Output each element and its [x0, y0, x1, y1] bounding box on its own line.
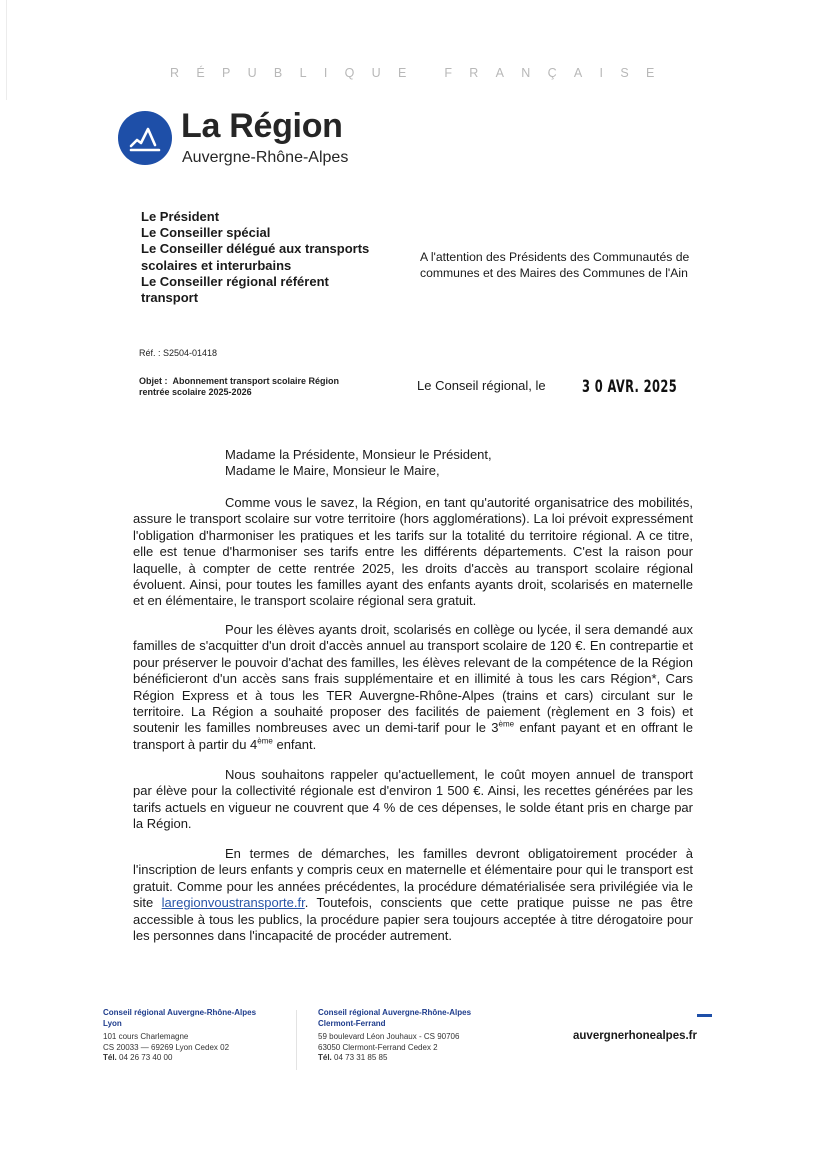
mountain-icon [118, 111, 172, 165]
paragraph-text-part: En termes de démarches, les familles devront obligatoirement procéder à l'inscription de leurs enfants y compris ceux en maternelle et élémentaire pour qui le transport est gratuit. Comme pour les années précédentes, la procédure dématérialisée sera privilégiée via le site [133, 846, 693, 911]
footer-clermont-title: Conseil régional Auvergne-Rhône-Alpes [318, 1008, 472, 1017]
paragraph-3 [133, 767, 693, 833]
paragraph-text-part: Pour les élèves ayants droit, scolarisés en collège ou lycée, il sera demandé aux familles de s'acquitter d'un droit d'accès annuel au transport scolaire de 120 €. En contrepartie et pour préserver le pouvoir d'achat des familles, les élèves relevant de la compétence de la Région bénéficieront d'un accès sans frais supplémentaire et en illimité à tous les cars Région*, Cars Région Express et à tous les TER Auvergne-Rhône-Alpes (trains et cars) circulant sur le territoire. La Région a souhaité proposer des facilités de paiement (règlement en 3 fois) et soutenir les familles nombreuses avec un demi-tarif pour le 3 [133, 622, 693, 736]
paragraph-text: Comme vous le savez, la Région, en tant qu'autorité organisatrice des mobilités, assure le transport scolaire sur votre territoire (hors agglomérations). La loi prévoit expressément l'obligation d'harmoniser les pratiques et les tarifs sur la totalité du territoire régional. A ce titre, elle est tenue d'harmoniser ses tarifs entre les différents départements. C'est la raison pour laquelle, à compter de cette rentrée 2025, les droits d'accès au transport scolaire régional évoluent. Ainsi, pour toutes les familles ayant des enfants ayants droit, scolarisés en maternelle et en élémentaire, le transport scolaire régional sera gratuit. [133, 495, 693, 609]
recipient-line: A l'attention des Présidents des Communautés de [420, 250, 690, 264]
date-stamp: 3 0 AVR. 2025 [582, 377, 678, 397]
subject-block [139, 376, 339, 397]
website-link[interactable]: laregionvoustransporte.fr [161, 895, 305, 911]
sender-line: Le Conseiller délégué aux transports [141, 241, 370, 257]
footer-clermont-tel: 04 73 31 85 85 [334, 1053, 388, 1062]
footer-lyon-address [103, 1008, 256, 1064]
footer-clermont-addr1: 59 boulevard Léon Jouhaux - CS 90706 [318, 1032, 460, 1041]
footer-clermont-tel-label: Tél. [318, 1053, 332, 1062]
footer-divider [296, 1010, 297, 1070]
region-logo-icon [118, 111, 172, 165]
subject-line-1: Abonnement transport scolaire Région [172, 376, 340, 386]
footer-clermont-addr2: 63050 Clermont-Ferrand Cedex 2 [318, 1042, 438, 1052]
sender-line: Le Conseiller régional référent [141, 273, 329, 289]
footer-website: auvergnerhonealpes.fr [573, 1030, 697, 1042]
logo-subtitle: Auvergne-Rhône-Alpes [182, 149, 349, 166]
footer-lyon-tel: 04 26 73 40 00 [119, 1053, 173, 1062]
salutation-line-1: Madame la Présidente, Monsieur le Président, [225, 447, 492, 462]
paragraph-text-part: enfant payant et en offrant le transport à partir du 4 [133, 720, 693, 752]
paragraph-1 [133, 495, 693, 610]
subject-line-2: rentrée scolaire 2025-2026 [139, 386, 252, 397]
website-accent-bar [697, 1014, 712, 1017]
footer-lyon-addr2: CS 20033 — 69269 Lyon Cedex 02 [103, 1042, 230, 1052]
footer-lyon-title: Conseil régional Auvergne-Rhône-Alpes [103, 1008, 257, 1017]
footer-clermont-address [318, 1008, 471, 1064]
paragraph-text [133, 846, 693, 944]
footer-clermont-city: Clermont-Ferrand [318, 1018, 386, 1028]
recipient-block [420, 250, 689, 281]
paragraph-4 [133, 846, 693, 944]
footer-lyon-tel-label: Tél. [103, 1053, 117, 1062]
footer-lyon-addr1: 101 cours Charlemagne [103, 1032, 189, 1041]
scan-margin-line [6, 0, 7, 100]
recipient-line: communes et des Maires des Communes de l'Ain [420, 265, 688, 280]
paragraph-text [133, 622, 693, 753]
reference-number: Réf. : S2504-01418 [139, 348, 218, 358]
republique-francaise-banner: RÉPUBLIQUE FRANÇAISE [170, 66, 672, 80]
sender-block [141, 209, 369, 306]
salutation-line-2: Madame le Maire, Monsieur le Maire, [225, 463, 440, 478]
superscript: ème [257, 736, 273, 746]
footer-lyon-city: Lyon [103, 1018, 122, 1028]
subject-label: Objet : [139, 376, 168, 386]
salutation [225, 447, 492, 479]
logo-title: La Région [181, 107, 343, 145]
place-label: Le Conseil régional, le [417, 378, 546, 393]
paragraph-text-part: enfant. [272, 736, 317, 752]
paragraph-2 [133, 622, 693, 753]
paragraph-text-part: . Toutefois, conscients que cette pratique puisse ne pas être accessible à tous les publics, la procédure papier sera toujours acceptée à titre dérogatoire pour les personnes dans l'incapacité de procéder autrement. [133, 895, 694, 944]
sender-line: Le Conseiller spécial [141, 225, 271, 241]
superscript: ème [498, 720, 515, 730]
sender-line: Le Président [141, 209, 220, 224]
paragraph-text: Nous souhaitons rappeler qu'actuellement, le coût moyen annuel de transport par élève pour la collectivité régionale est d'environ 1 500 €. Ainsi, les recettes générées par les tarifs actuels en vigueur ne couvrent que 4 % de ces dépenses, le solde étant pris en charge par la Région. [133, 767, 693, 832]
sender-line: scolaires et interurbains [141, 257, 292, 273]
sender-line: transport [141, 290, 199, 306]
